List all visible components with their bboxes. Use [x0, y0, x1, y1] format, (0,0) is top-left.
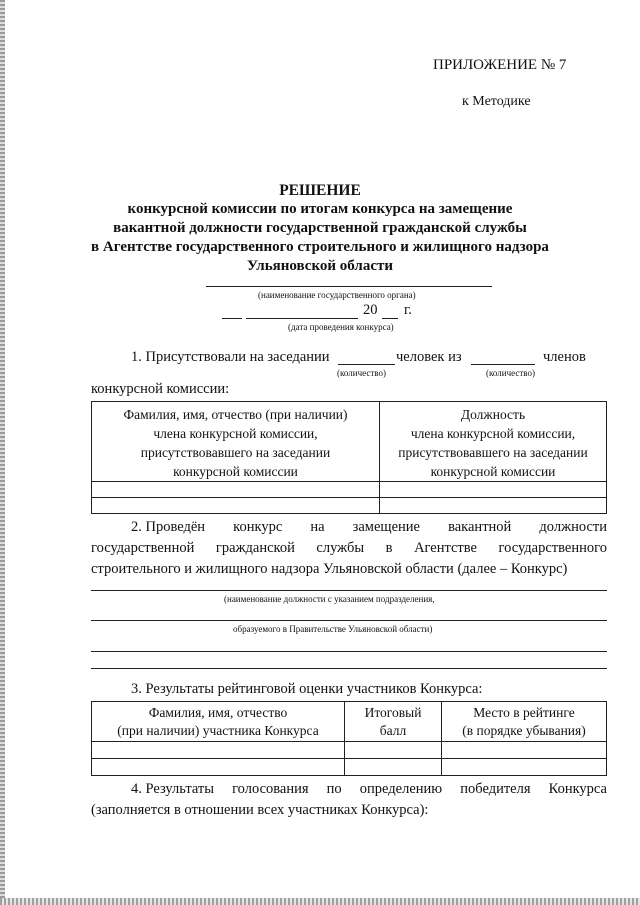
scan-edge-bottom — [0, 898, 640, 905]
s1-text-line2: конкурсной комиссии: — [91, 381, 230, 397]
s2-w8: гражданской — [215, 540, 295, 556]
s1-count-line-2 — [471, 364, 535, 365]
to-method: к Методике — [462, 94, 531, 109]
s4-w4: определению — [359, 781, 443, 797]
hdr-pos-l1: Должность — [460, 407, 526, 422]
members-row-1-position[interactable] — [380, 482, 607, 498]
title-line-3: в Агентстве государственного строительного и жилищного надзора — [91, 239, 549, 255]
s3-heading: 3. Результаты рейтинговой оценки участников Конкурса: — [131, 681, 483, 697]
s2-position-line-2 — [91, 620, 607, 621]
s1-text-b: человек из — [396, 349, 462, 365]
day-line — [222, 318, 242, 319]
rating-hdr-name-l2: (при наличии) участника Конкурса — [117, 723, 319, 738]
year-line — [382, 318, 398, 319]
s1-qty-caption-2: (количество) — [486, 368, 535, 378]
rating-col-name-header — [92, 702, 345, 742]
s2-w3: на — [310, 519, 325, 535]
hdr-pos-l2: члена конкурсной комиссии, — [410, 426, 576, 441]
s2-caption-2: образуемого в Правительстве Ульяновской области) — [233, 624, 433, 634]
s1-count-line-1 — [338, 364, 395, 365]
s2-w1: 2. Проведён — [131, 519, 206, 535]
rating-col-score-header — [345, 702, 442, 742]
appendix-number: ПРИЛОЖЕНИЕ № 7 — [433, 57, 567, 73]
s2-caption-1: (наименование должности с указанием подразделения, — [224, 594, 435, 604]
s4-w3: по — [326, 781, 342, 797]
s2-line-2 — [91, 540, 607, 557]
s4-w1: 4. Результаты — [131, 781, 214, 797]
title-line-1: конкурсной комиссии по итогам конкурса на замещение — [127, 201, 513, 217]
org-name-line — [206, 286, 492, 287]
members-col-name-header — [92, 402, 380, 482]
s2-line-3: строительного и жилищного надзора Ульяновской области (далее – Конкурс) — [91, 561, 568, 577]
members-col-position-header — [380, 402, 607, 482]
hdr-name-l3: присутствовавшего на заседании — [140, 445, 331, 460]
members-row-2-name[interactable] — [92, 498, 380, 514]
rating-row-2-place[interactable] — [442, 759, 607, 776]
s2-position-line-3 — [91, 651, 607, 652]
rating-hdr-place-l2: (в порядке убывания) — [462, 723, 586, 738]
rating-hdr-score-l1: Итоговый — [364, 705, 422, 720]
rating-row-2-score[interactable] — [345, 759, 442, 776]
s2-w4: замещение — [352, 519, 420, 535]
rating-col-place-header — [442, 702, 607, 742]
s2-w7: государственной — [91, 540, 195, 556]
title-line-2: вакантной должности государственной гражданской службы — [113, 220, 527, 236]
s4-w5: победителя — [460, 781, 531, 797]
s2-line-1 — [91, 519, 607, 536]
title-line-4: Ульяновской области — [246, 258, 394, 274]
s4-w6: Конкурса — [548, 781, 607, 797]
s2-w11: Агентстве — [414, 540, 477, 556]
hdr-pos-l4: конкурсной комиссии — [430, 464, 556, 479]
s1-text-a: 1. Присутствовали на заседании — [131, 349, 330, 365]
rating-row-1-score[interactable] — [345, 742, 442, 759]
s1-qty-caption-1: (количество) — [337, 368, 386, 378]
decision-title: РЕШЕНИЕ — [279, 182, 361, 199]
s2-w5: вакантной — [448, 519, 512, 535]
rating-hdr-place-l1: Место в рейтинге — [473, 705, 575, 720]
year-prefix: 20 — [363, 302, 378, 318]
org-caption: (наименование государственного органа) — [258, 290, 416, 300]
date-caption: (дата проведения конкурса) — [288, 322, 394, 332]
rating-row-1-name[interactable] — [92, 742, 345, 759]
s2-w6: должности — [539, 519, 607, 535]
month-line — [246, 318, 358, 319]
s2-w10: в — [385, 540, 393, 556]
s2-position-line-4 — [91, 668, 607, 669]
rating-table — [91, 701, 607, 776]
s2-position-line-1 — [91, 590, 607, 591]
members-row-1-name[interactable] — [92, 482, 380, 498]
scan-edge-left — [0, 0, 5, 905]
s2-w2: конкурс — [233, 519, 283, 535]
year-suffix: г. — [404, 302, 412, 318]
s2-w12: государственного — [498, 540, 607, 556]
hdr-pos-l3: присутствовавшего на заседании — [398, 445, 588, 460]
rating-hdr-score-l2: балл — [379, 723, 407, 738]
hdr-name-l2: члена конкурсной комиссии, — [153, 426, 318, 441]
s1-text-c: членов — [543, 349, 586, 365]
rating-hdr-name-l1: Фамилия, имя, отчество — [148, 705, 288, 720]
members-row-2-position[interactable] — [380, 498, 607, 514]
s4-line-2: (заполняется в отношении всех участниках Конкурса): — [91, 802, 429, 818]
hdr-name-l4: конкурсной комиссии — [173, 464, 298, 479]
rating-row-2-name[interactable] — [92, 759, 345, 776]
rating-row-1-place[interactable] — [442, 742, 607, 759]
s4-line-1 — [91, 781, 607, 798]
s2-w9: службы — [316, 540, 365, 556]
hdr-name-l1: Фамилия, имя, отчество (при наличии) — [123, 407, 348, 422]
commission-members-table — [91, 401, 607, 514]
s4-w2: голосования — [232, 781, 309, 797]
